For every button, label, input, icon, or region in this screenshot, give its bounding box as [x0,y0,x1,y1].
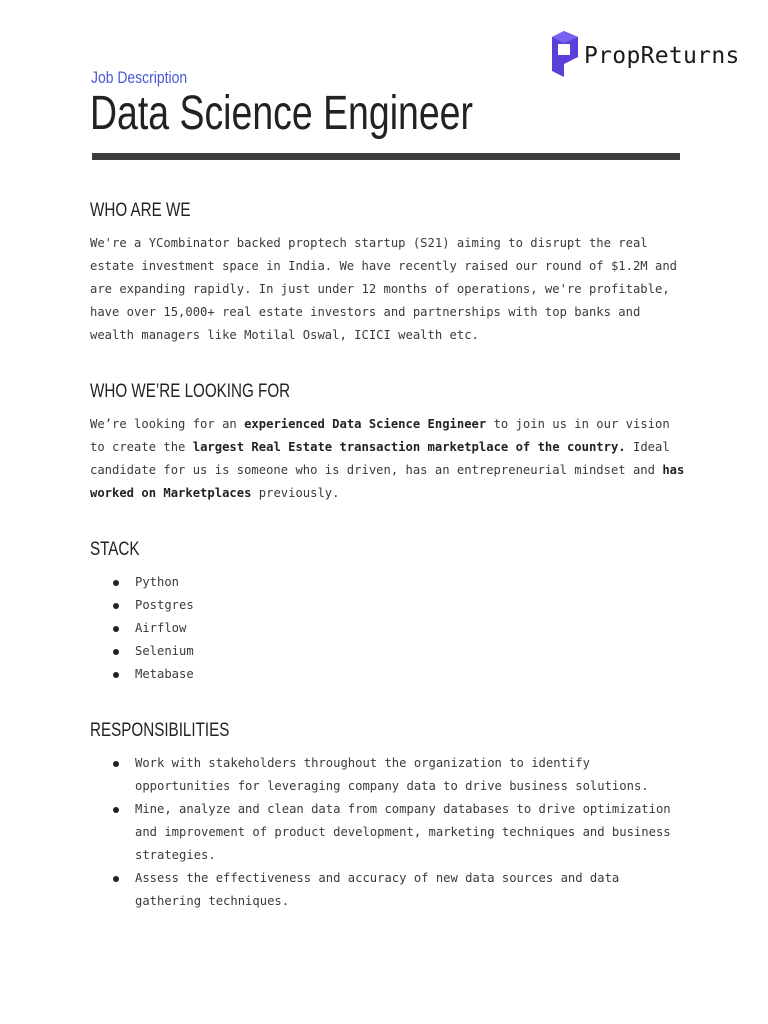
list-item [90,640,690,663]
logo-text: PropReturns [584,42,740,69]
responsibility-text: Mine, analyze and clean data from company databases to drive optimization and improvement of product development, marketing techniques and business strategies. [135,802,671,862]
list-item [90,867,680,913]
stack-item-label: Python [135,575,180,589]
section-heading-who-are-we: WHO ARE WE [90,200,191,221]
stack-item-label: Selenium [135,644,194,658]
looking-for-text [90,413,690,505]
stack-item-label: Metabase [135,667,194,681]
responsibility-text: Work with stakeholders throughout the organization to identify opportunities for leveraging company data to drive business solutions. [135,756,649,793]
company-logo [550,31,740,77]
propreturns-logo-icon [550,31,580,77]
section-heading-looking-for: WHO WE’RE LOOKING FOR [90,381,291,402]
bullet-icon [113,603,119,609]
bullet-icon [113,807,119,813]
looking-for-text-part: Ideal candidate for us is someone who is driven, has an entrepreneurial mindset and [90,440,670,477]
who-are-we-text: We're a YCombinator backed proptech startup (S21) aiming to disrupt the real estate investment space in India. We have recently raised our round of $1.2M and are expanding rapidly. In just under 12 months of operations, we're profitable, have over 15,000+ real estate investors and partnerships with top banks and wealth managers like Motilal Oswal, ICICI wealth etc. [90,236,677,342]
stack-list [90,571,690,686]
section-heading-responsibilities: RESPONSIBILITIES [90,720,230,741]
list-item [90,594,690,617]
stack-item-label: Airflow [135,621,187,635]
stack-item-label: Postgres [135,598,194,612]
looking-for-bold-marketplaces: has worked on Marketplaces [90,463,685,500]
title-divider [92,153,680,160]
looking-for-text-part: previously. [251,486,340,500]
list-item [90,752,680,798]
list-item [90,663,690,686]
looking-for-text-part: We’re looking for an [90,417,245,431]
responsibility-text: Assess the effectiveness and accuracy of new data sources and data gathering techniques. [135,871,620,908]
section-heading-stack: STACK [90,539,140,560]
bullet-icon [113,649,119,655]
looking-for-bold-role: experienced Data Science Engineer [244,417,487,431]
bullet-icon [113,626,119,632]
page-title: Data Science Engineer [90,87,473,140]
responsibilities-list [90,752,680,913]
bullet-icon [113,580,119,586]
list-item [90,617,690,640]
list-item [90,798,680,867]
looking-for-text-part: to join us in our vision to create the [90,417,670,454]
document-subtitle: Job Description [91,68,188,87]
bullet-icon [113,876,119,882]
list-item [90,571,690,594]
looking-for-bold-vision: largest Real Estate transaction marketplace of the country. [192,440,626,454]
bullet-icon [113,761,119,767]
bullet-icon [113,672,119,678]
